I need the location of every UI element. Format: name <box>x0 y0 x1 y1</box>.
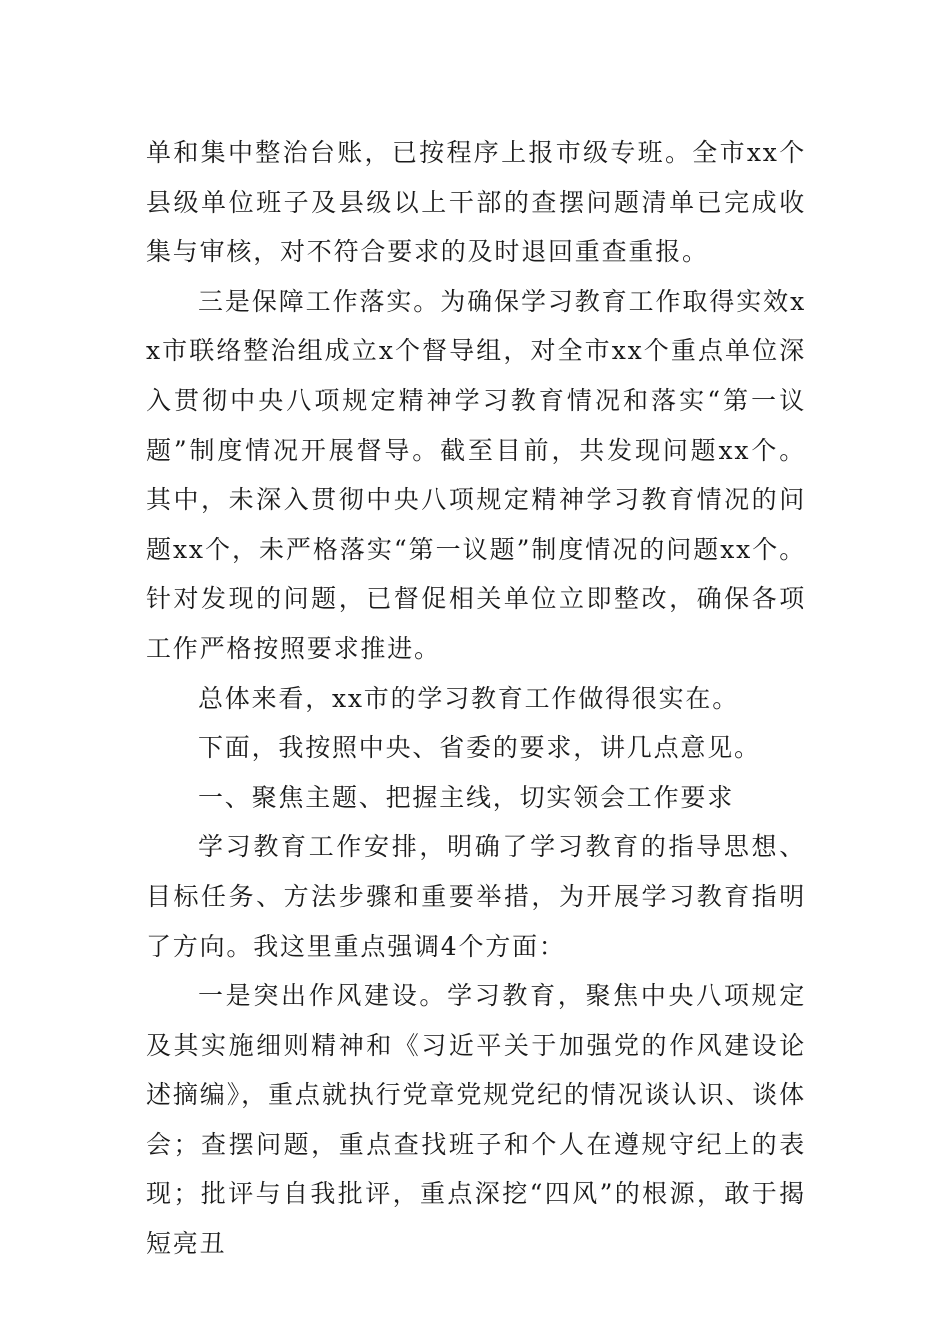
paragraph-overall: 总体来看，xx市的学习教育工作做得很实在。 <box>198 683 739 713</box>
document-body <box>146 128 806 1269</box>
paragraph-continued: 单和集中整治台账，已按程序上报市级专班。全市xx个县级单位班子及县级以上干部的查摆问题清单已完成收集与审核，对不符合要求的及时退回重查重报。 <box>146 138 806 267</box>
paragraph-style-building: 一是突出作风建设。学习教育，聚焦中央八项规定及其实施细则精神和《习近平关于加强党的作风建设论述摘编》，重点就执行党章党规党纪的情况谈认识、谈体会；查摆问题，重点查找班子和个人在遵规守纪上的表现；批评与自我批评，重点深挖“四风”的根源，敢于揭短亮丑 <box>146 981 806 1259</box>
paragraph-ensure-work: 三是保障工作落实。为确保学习教育工作取得实效xx市联络整治组成立x个督导组，对全市xx个重点单位深入贯彻中央八项规定精神学习教育情况和落实“第一议题”制度情况开展督导。截至目前，共发现问题xx个。其中，未深入贯彻中央八项规定精神学习教育情况的问题xx个，未严格落实“第一议题”制度情况的问题xx个。针对发现的问题，已督促相关单位立即整改，确保各项工作严格按照要求推进。 <box>146 286 806 663</box>
paragraph-opinions-intro: 下面，我按照中央、省委的要求，讲几点意见。 <box>198 733 761 763</box>
section-heading-1: 一、聚焦主题、把握主线，切实领会工作要求 <box>198 782 735 812</box>
paragraph-work-arrangement: 学习教育工作安排，明确了学习教育的指导思想、目标任务、方法步骤和重要举措，为开展学习教育指明了方向。我这里重点强调4个方面： <box>146 832 806 961</box>
